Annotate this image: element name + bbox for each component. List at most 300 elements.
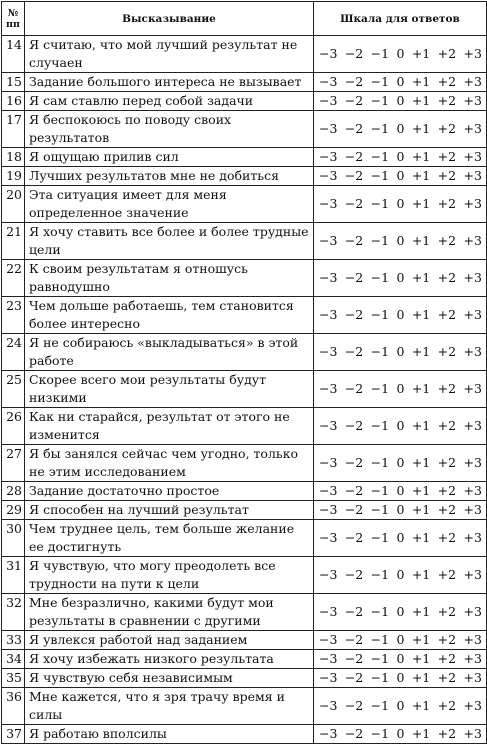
- table-row: [2, 594, 487, 631]
- statement-cell: [25, 167, 314, 186]
- scale-option[interactable]: −2: [344, 632, 364, 647]
- table-row: [2, 36, 487, 73]
- scale-option[interactable]: +3: [463, 46, 482, 61]
- scale-option[interactable]: +2: [437, 502, 457, 517]
- statement-cell: [25, 520, 314, 557]
- scale-option[interactable]: +1: [411, 418, 431, 433]
- rating-scale: [314, 566, 486, 584]
- scale-option[interactable]: −3: [319, 483, 338, 498]
- scale-option[interactable]: −1: [370, 307, 390, 322]
- scale-option[interactable]: −3: [319, 604, 338, 619]
- scale-option[interactable]: +3: [463, 149, 482, 164]
- statement-text: Чем дольше работаешь, тем становится более интересно: [29, 298, 294, 331]
- scale-option[interactable]: +1: [411, 270, 431, 285]
- scale-option[interactable]: +2: [437, 483, 457, 498]
- scale-option[interactable]: −2: [344, 483, 364, 498]
- scale-option[interactable]: +1: [411, 196, 431, 211]
- rating-scale: [314, 148, 486, 166]
- scale-option[interactable]: −3: [319, 121, 338, 136]
- scale-option[interactable]: −1: [370, 270, 390, 285]
- scale-option[interactable]: +2: [437, 270, 457, 285]
- scale-cell: [314, 334, 487, 371]
- scale-option[interactable]: −2: [344, 502, 364, 517]
- scale-cell: [314, 111, 487, 148]
- scale-option[interactable]: −1: [370, 121, 390, 136]
- row-number: 18: [2, 148, 25, 167]
- scale-option[interactable]: −3: [319, 46, 338, 61]
- scale-option[interactable]: 0: [396, 74, 405, 89]
- row-number: 23: [2, 297, 25, 334]
- table-row: [2, 73, 487, 92]
- scale-cell: [314, 520, 487, 557]
- rating-scale: [314, 669, 486, 687]
- scale-option[interactable]: −1: [370, 196, 390, 211]
- scale-option[interactable]: 0: [396, 307, 405, 322]
- row-number: 33: [2, 631, 25, 650]
- rating-scale: [314, 167, 486, 185]
- scale-option[interactable]: 0: [396, 46, 405, 61]
- scale-option[interactable]: −1: [370, 233, 390, 248]
- statement-cell: [25, 594, 314, 631]
- row-number: 16: [2, 92, 25, 111]
- scale-option[interactable]: 0: [396, 483, 405, 498]
- scale-option[interactable]: −2: [344, 651, 364, 666]
- row-number: 36: [2, 688, 25, 725]
- statement-cell: [25, 223, 314, 260]
- scale-option[interactable]: −2: [344, 670, 364, 685]
- rating-scale: [314, 120, 486, 138]
- scale-option[interactable]: −1: [370, 418, 390, 433]
- scale-option[interactable]: −1: [370, 381, 390, 396]
- table-row: [2, 445, 487, 482]
- scale-option[interactable]: 0: [396, 381, 405, 396]
- scale-option[interactable]: −2: [344, 196, 364, 211]
- scale-option[interactable]: −2: [344, 726, 364, 741]
- scale-cell: [314, 167, 487, 186]
- scale-option[interactable]: +1: [411, 307, 431, 322]
- scale-option[interactable]: −2: [344, 567, 364, 582]
- statement-text: Задание достаточно простое: [29, 483, 220, 498]
- scale-option[interactable]: −3: [319, 418, 338, 433]
- scale-option[interactable]: −3: [319, 698, 338, 713]
- statement-text: Я увлекся работой над заданием: [29, 632, 248, 647]
- scale-option[interactable]: 0: [396, 455, 405, 470]
- scale-option[interactable]: −1: [370, 567, 390, 582]
- statement-text: Я способен на лучший результат: [29, 502, 249, 517]
- scale-option[interactable]: +1: [411, 168, 431, 183]
- scale-option[interactable]: −1: [370, 149, 390, 164]
- scale-option[interactable]: −1: [370, 530, 390, 545]
- scale-option[interactable]: −2: [344, 604, 364, 619]
- scale-option[interactable]: +2: [437, 196, 457, 211]
- row-number: 17: [2, 111, 25, 148]
- scale-cell: [314, 594, 487, 631]
- scale-option[interactable]: −3: [319, 670, 338, 685]
- scale-option[interactable]: −3: [319, 726, 338, 741]
- row-number: 35: [2, 669, 25, 688]
- scale-option[interactable]: +3: [463, 74, 482, 89]
- rating-scale: [314, 603, 486, 621]
- statement-cell: [25, 73, 314, 92]
- scale-option[interactable]: +1: [411, 502, 431, 517]
- rating-scale: [314, 482, 486, 500]
- scale-option[interactable]: +2: [437, 604, 457, 619]
- rating-scale: [314, 92, 486, 110]
- row-number: 14: [2, 36, 25, 73]
- rating-scale: [314, 725, 486, 743]
- rating-scale: [314, 45, 486, 63]
- row-number: 30: [2, 520, 25, 557]
- statement-cell: [25, 36, 314, 73]
- scale-option[interactable]: −1: [370, 502, 390, 517]
- table-row: [2, 297, 487, 334]
- rating-scale: [314, 417, 486, 435]
- scale-option[interactable]: −1: [370, 604, 390, 619]
- scale-option[interactable]: −3: [319, 567, 338, 582]
- scale-option[interactable]: +1: [411, 604, 431, 619]
- scale-option[interactable]: 0: [396, 726, 405, 741]
- scale-cell: [314, 260, 487, 297]
- scale-option[interactable]: −1: [370, 74, 390, 89]
- scale-option[interactable]: +1: [411, 698, 431, 713]
- scale-option[interactable]: +2: [437, 344, 457, 359]
- scale-option[interactable]: 0: [396, 233, 405, 248]
- scale-option[interactable]: 0: [396, 418, 405, 433]
- scale-option[interactable]: 0: [396, 670, 405, 685]
- scale-option[interactable]: +1: [411, 455, 431, 470]
- scale-option[interactable]: 0: [396, 698, 405, 713]
- scale-option[interactable]: −3: [319, 74, 338, 89]
- scale-option[interactable]: +3: [463, 233, 482, 248]
- rating-scale: [314, 380, 486, 398]
- scale-option[interactable]: +1: [411, 530, 431, 545]
- scale-option[interactable]: +2: [437, 455, 457, 470]
- scale-option[interactable]: +2: [437, 670, 457, 685]
- scale-option[interactable]: +1: [411, 670, 431, 685]
- row-number: 24: [2, 334, 25, 371]
- statement-text: Я хочу избежать низкого результата: [29, 651, 274, 666]
- rating-scale: [314, 529, 486, 547]
- scale-option[interactable]: +3: [463, 670, 482, 685]
- scale-option[interactable]: +2: [437, 651, 457, 666]
- scale-option[interactable]: −3: [319, 93, 338, 108]
- scale-cell: [314, 501, 487, 520]
- table-row: [2, 223, 487, 260]
- rating-scale: [314, 501, 486, 519]
- statement-cell: [25, 501, 314, 520]
- scale-option[interactable]: −1: [370, 698, 390, 713]
- scale-option[interactable]: +1: [411, 74, 431, 89]
- rating-scale: [314, 73, 486, 91]
- scale-option[interactable]: +1: [411, 483, 431, 498]
- scale-option[interactable]: −3: [319, 307, 338, 322]
- scale-option[interactable]: −3: [319, 455, 338, 470]
- scale-option[interactable]: −1: [370, 93, 390, 108]
- table-row: [2, 186, 487, 223]
- scale-option[interactable]: −2: [344, 121, 364, 136]
- statement-cell: [25, 297, 314, 334]
- table-row: [2, 260, 487, 297]
- scale-option[interactable]: 0: [396, 344, 405, 359]
- scale-option[interactable]: −3: [319, 530, 338, 545]
- scale-option[interactable]: −3: [319, 233, 338, 248]
- scale-option[interactable]: −3: [319, 381, 338, 396]
- scale-option[interactable]: +2: [437, 418, 457, 433]
- scale-option[interactable]: +3: [463, 196, 482, 211]
- scale-option[interactable]: +2: [437, 46, 457, 61]
- scale-option[interactable]: 0: [396, 121, 405, 136]
- table-row: [2, 501, 487, 520]
- row-number: 27: [2, 445, 25, 482]
- scale-option[interactable]: −3: [319, 344, 338, 359]
- table-row: [2, 688, 487, 725]
- scale-option[interactable]: +1: [411, 726, 431, 741]
- scale-option[interactable]: +2: [437, 168, 457, 183]
- scale-cell: [314, 482, 487, 501]
- table-row: [2, 148, 487, 167]
- scale-option[interactable]: +3: [463, 698, 482, 713]
- row-number: 28: [2, 482, 25, 501]
- scale-option[interactable]: +1: [411, 632, 431, 647]
- table-row: [2, 631, 487, 650]
- statement-text: Я бы занялся сейчас чем угодно, только не этим исследованием: [29, 446, 299, 479]
- scale-option[interactable]: −1: [370, 46, 390, 61]
- scale-cell: [314, 186, 487, 223]
- statement-text: Мне безразлично, какими будут мои результаты в сравнении с другими: [29, 595, 274, 628]
- statement-text: Я хочу ставить все более и более трудные цели: [29, 224, 309, 257]
- scale-cell: [314, 557, 487, 594]
- scale-option[interactable]: −1: [370, 726, 390, 741]
- scale-option[interactable]: +3: [463, 168, 482, 183]
- statement-text: Я беспокоюсь по поводу своих результатов: [29, 112, 232, 145]
- scale-option[interactable]: +3: [463, 418, 482, 433]
- statement-text: Я ощущаю прилив сил: [29, 149, 179, 164]
- scale-option[interactable]: −2: [344, 168, 364, 183]
- scale-option[interactable]: +2: [437, 93, 457, 108]
- scale-option[interactable]: +3: [463, 381, 482, 396]
- scale-option[interactable]: −2: [344, 455, 364, 470]
- statement-cell: [25, 669, 314, 688]
- statement-cell: [25, 111, 314, 148]
- scale-option[interactable]: +1: [411, 381, 431, 396]
- statement-cell: [25, 688, 314, 725]
- scale-option[interactable]: +2: [437, 632, 457, 647]
- statement-cell: [25, 371, 314, 408]
- table-row: [2, 482, 487, 501]
- scale-option[interactable]: +3: [463, 307, 482, 322]
- table-row: [2, 408, 487, 445]
- statement-text: Скорее всего мои результаты будут низкими: [29, 372, 267, 405]
- scale-option[interactable]: 0: [396, 93, 405, 108]
- header-number: № пп: [2, 2, 25, 36]
- header-row: [2, 2, 487, 36]
- statement-text: Я не собираюсь «выкладываться» в этой работе: [29, 335, 299, 368]
- scale-cell: [314, 92, 487, 111]
- scale-cell: [314, 148, 487, 167]
- scale-option[interactable]: +1: [411, 121, 431, 136]
- rating-scale: [314, 269, 486, 287]
- table-row: [2, 334, 487, 371]
- row-number: 25: [2, 371, 25, 408]
- scale-option[interactable]: +3: [463, 93, 482, 108]
- rating-scale: [314, 454, 486, 472]
- scale-option[interactable]: −2: [344, 149, 364, 164]
- scale-option[interactable]: +3: [463, 455, 482, 470]
- scale-cell: [314, 73, 487, 92]
- scale-option[interactable]: 0: [396, 168, 405, 183]
- scale-option[interactable]: +3: [463, 344, 482, 359]
- scale-cell: [314, 297, 487, 334]
- row-number: 21: [2, 223, 25, 260]
- scale-option[interactable]: −3: [319, 149, 338, 164]
- scale-option[interactable]: −2: [344, 344, 364, 359]
- rating-scale: [314, 697, 486, 715]
- scale-option[interactable]: +3: [463, 121, 482, 136]
- scale-option[interactable]: +2: [437, 567, 457, 582]
- scale-option[interactable]: +1: [411, 93, 431, 108]
- statement-cell: [25, 334, 314, 371]
- statement-text: Я считаю, что мой лучший результат не случаен: [29, 37, 298, 70]
- header-scale: Шкала для ответов: [314, 2, 487, 36]
- scale-cell: [314, 36, 487, 73]
- statement-cell: [25, 260, 314, 297]
- scale-cell: [314, 223, 487, 260]
- rating-scale: [314, 306, 486, 324]
- scale-option[interactable]: −2: [344, 418, 364, 433]
- scale-cell: [314, 688, 487, 725]
- scale-option[interactable]: −1: [370, 651, 390, 666]
- scale-cell: [314, 669, 487, 688]
- scale-option[interactable]: −2: [344, 93, 364, 108]
- scale-option[interactable]: −2: [344, 270, 364, 285]
- statement-cell: [25, 148, 314, 167]
- row-number: 19: [2, 167, 25, 186]
- scale-option[interactable]: +1: [411, 233, 431, 248]
- header-statement: Высказывание: [25, 2, 314, 36]
- scale-option[interactable]: +2: [437, 307, 457, 322]
- scale-option[interactable]: −2: [344, 74, 364, 89]
- scale-option[interactable]: −1: [370, 344, 390, 359]
- scale-option[interactable]: −3: [319, 502, 338, 517]
- scale-option[interactable]: +3: [463, 567, 482, 582]
- row-number: 26: [2, 408, 25, 445]
- statement-cell: [25, 408, 314, 445]
- scale-option[interactable]: −3: [319, 632, 338, 647]
- scale-option[interactable]: 0: [396, 502, 405, 517]
- scale-option[interactable]: 0: [396, 149, 405, 164]
- scale-option[interactable]: −2: [344, 381, 364, 396]
- scale-option[interactable]: −2: [344, 530, 364, 545]
- scale-option[interactable]: +2: [437, 698, 457, 713]
- scale-cell: [314, 445, 487, 482]
- scale-option[interactable]: +3: [463, 502, 482, 517]
- scale-option[interactable]: +1: [411, 46, 431, 61]
- scale-option[interactable]: +2: [437, 530, 457, 545]
- scale-option[interactable]: +1: [411, 567, 431, 582]
- scale-option[interactable]: −3: [319, 270, 338, 285]
- statement-cell: [25, 650, 314, 669]
- questionnaire-table: [1, 1, 487, 744]
- scale-option[interactable]: 0: [396, 270, 405, 285]
- statement-text: Я сам ставлю перед собой задачи: [29, 93, 254, 108]
- scale-option[interactable]: 0: [396, 567, 405, 582]
- table-row: [2, 92, 487, 111]
- rating-scale: [314, 650, 486, 668]
- statement-cell: [25, 445, 314, 482]
- scale-option[interactable]: −2: [344, 46, 364, 61]
- scale-option[interactable]: −1: [370, 455, 390, 470]
- table-row: [2, 669, 487, 688]
- scale-option[interactable]: −1: [370, 483, 390, 498]
- row-number: 20: [2, 186, 25, 223]
- statement-text: Мне кажется, что я зря трачу время и силы: [29, 689, 285, 722]
- scale-option[interactable]: +3: [463, 604, 482, 619]
- rating-scale: [314, 195, 486, 213]
- scale-option[interactable]: 0: [396, 632, 405, 647]
- scale-option[interactable]: +1: [411, 149, 431, 164]
- scale-option[interactable]: +3: [463, 726, 482, 741]
- statement-text: Чем труднее цель, тем больше желание ее достигнуть: [29, 521, 295, 554]
- scale-option[interactable]: −2: [344, 233, 364, 248]
- row-number: 29: [2, 501, 25, 520]
- scale-option[interactable]: 0: [396, 530, 405, 545]
- scale-option[interactable]: +1: [411, 651, 431, 666]
- scale-cell: [314, 371, 487, 408]
- scale-option[interactable]: −3: [319, 651, 338, 666]
- table-row: [2, 111, 487, 148]
- scale-option[interactable]: 0: [396, 196, 405, 211]
- scale-option[interactable]: +2: [437, 381, 457, 396]
- statement-text: Как ни старайся, результат от этого не изменится: [29, 409, 290, 442]
- table-row: [2, 650, 487, 669]
- table-row: [2, 557, 487, 594]
- scale-option[interactable]: +3: [463, 632, 482, 647]
- statement-cell: [25, 482, 314, 501]
- rating-scale: [314, 631, 486, 649]
- rating-scale: [314, 232, 486, 250]
- scale-option[interactable]: +2: [437, 121, 457, 136]
- scale-option[interactable]: +2: [437, 74, 457, 89]
- rating-scale: [314, 343, 486, 361]
- scale-option[interactable]: −1: [370, 632, 390, 647]
- scale-cell: [314, 725, 487, 744]
- scale-option[interactable]: +1: [411, 344, 431, 359]
- scale-option[interactable]: +3: [463, 530, 482, 545]
- statement-text: Я чувствую, что могу преодолеть все трудности на пути к цели: [29, 558, 276, 591]
- scale-option[interactable]: 0: [396, 651, 405, 666]
- scale-option[interactable]: +3: [463, 483, 482, 498]
- scale-option[interactable]: +3: [463, 270, 482, 285]
- scale-option[interactable]: +3: [463, 651, 482, 666]
- scale-cell: [314, 650, 487, 669]
- scale-option[interactable]: −2: [344, 307, 364, 322]
- scale-option[interactable]: −3: [319, 196, 338, 211]
- scale-option[interactable]: 0: [396, 604, 405, 619]
- scale-option[interactable]: −1: [370, 168, 390, 183]
- row-number: 31: [2, 557, 25, 594]
- scale-option[interactable]: −1: [370, 670, 390, 685]
- statement-text: Я чувствую себя независимым: [29, 670, 233, 685]
- scale-option[interactable]: +2: [437, 726, 457, 741]
- scale-cell: [314, 631, 487, 650]
- statement-text: Задание большого интереса не вызывает: [29, 74, 302, 89]
- scale-option[interactable]: +2: [437, 149, 457, 164]
- scale-option[interactable]: +2: [437, 233, 457, 248]
- scale-option[interactable]: −3: [319, 168, 338, 183]
- scale-option[interactable]: −2: [344, 698, 364, 713]
- row-number: 22: [2, 260, 25, 297]
- statement-cell: [25, 92, 314, 111]
